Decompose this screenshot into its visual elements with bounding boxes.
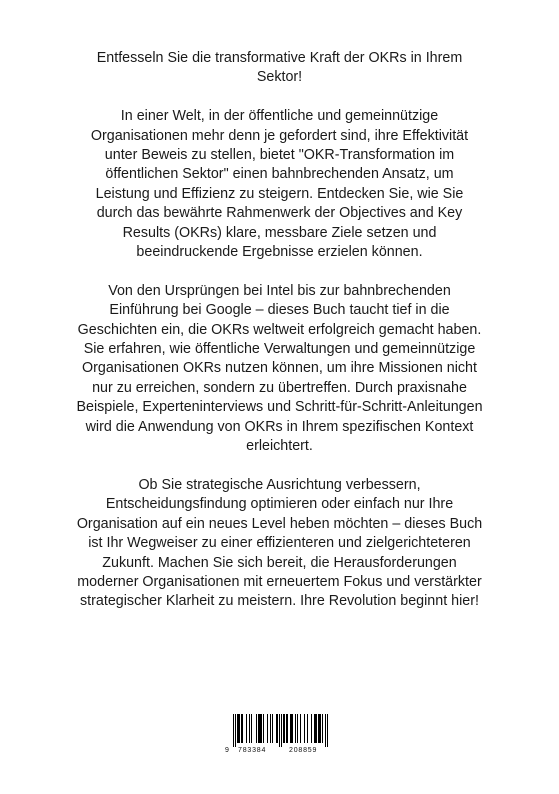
barcode-bar <box>315 714 316 743</box>
isbn-right-group: 208859 <box>289 747 318 754</box>
barcode-bar <box>263 714 264 743</box>
blurb-text-block <box>62 49 497 631</box>
barcode-guard-bar <box>235 714 236 747</box>
barcode-bar <box>291 714 292 743</box>
barcode-bar <box>277 714 278 743</box>
barcode-bar <box>292 714 293 743</box>
barcode-guard-bar <box>233 714 234 747</box>
barcode-bar <box>295 714 296 743</box>
barcode-bar <box>319 714 320 743</box>
barcode-bar <box>311 714 312 743</box>
isbn-left-group: 783384 <box>238 747 267 754</box>
barcode-bar <box>260 714 261 743</box>
barcode-bar <box>290 714 291 743</box>
barcode-bar <box>251 714 252 743</box>
barcode-bar <box>270 714 271 743</box>
barcode-bar <box>283 714 284 743</box>
barcode-bar <box>258 714 259 743</box>
barcode-bar <box>320 714 321 743</box>
blurb-paragraph-1: In einer Welt, in der öffentliche und gemeinnützige Organisationen mehr denn je gefordert sind, ihre Effektivität unter Beweis zu stellen, bietet "OKR-Transformation im öffentlichen Sektor" einen bahnbrechenden Ansatz, um Leistung und Effizienz zu steigern. Entdecken Sie, wie Sie durch das bewährte Rahmenwerk der Objectives and Key Results (OKRs) klare, messbare Ziele setzen und beeindruckende Ergebnisse erzielen können. <box>90 108 469 261</box>
barcode-guard-bar <box>325 714 326 747</box>
blurb-paragraph-3: Ob Sie strategische Ausrichtung verbessern, Entscheidungsfindung optimieren oder einfach nur Ihre Organisation auf ein neues Level heben möchten – dieses Buch ist Ihr Wegweiser zu einer effizienteren und zielgerichteteren Zukunft. Machen Sie sich bereit, die Herausforderungen moderner Organisationen mit erneuertem Fokus und verstärkter strategischer Klarheit zu meistern. Ihre Revolution beginnt hier! <box>76 476 483 610</box>
barcode-bars <box>225 714 334 747</box>
barcode-bar <box>314 714 315 743</box>
barcode-bar <box>238 714 239 743</box>
barcode-bar <box>276 714 277 743</box>
barcode-bar <box>300 714 301 743</box>
isbn-number <box>225 746 334 756</box>
barcode-bar <box>286 714 287 743</box>
isbn-barcode <box>225 714 334 760</box>
barcode-bar <box>256 714 257 743</box>
barcode-bar <box>249 714 250 743</box>
barcode-guard-bar <box>281 714 282 747</box>
blurb-headline: Entfesseln Sie die transformative Kraft der OKRs in Ihrem Sektor! <box>96 50 463 86</box>
barcode-bar <box>284 714 285 743</box>
barcode-bar <box>322 714 323 743</box>
barcode-bar <box>287 714 288 743</box>
barcode-bar <box>237 714 238 743</box>
barcode-bar <box>304 714 305 743</box>
barcode-bar <box>267 714 268 743</box>
barcode-bar <box>297 714 298 743</box>
barcode-bar <box>272 714 273 743</box>
barcode-bar <box>241 714 242 743</box>
blurb-paragraph-2: Von den Ursprüngen bei Intel bis zur bahnbrechenden Einführung bei Google – dieses Buch taucht tief in die Geschichten ein, die OKRs weltweit erfolgreich gemacht haben. Sie erfahren, wie öffentliche Verwaltungen und gemeinnützige Organisationen OKRs nutzen können, um ihre Missionen nicht nur zu erreichen, sondern zu übertreffen. Durch praxisnahe Beispiele, Experteninterviews und Schritt-für-Schritt-Anleitungen wird die Anwendung von OKRs in Ihrem spezifischen Kontext erleichtert. <box>76 282 483 455</box>
barcode-bar <box>239 714 240 743</box>
barcode-bar <box>307 714 308 743</box>
barcode-bar <box>242 714 243 743</box>
barcode-guard-bar <box>279 714 280 747</box>
isbn-first-digit: 9 <box>225 747 229 754</box>
barcode-guard-bar <box>327 714 328 747</box>
barcode-bar <box>259 714 260 743</box>
barcode-bar <box>318 714 319 743</box>
barcode-bar <box>246 714 247 743</box>
barcode-bar <box>261 714 262 743</box>
barcode-bar <box>316 714 317 743</box>
